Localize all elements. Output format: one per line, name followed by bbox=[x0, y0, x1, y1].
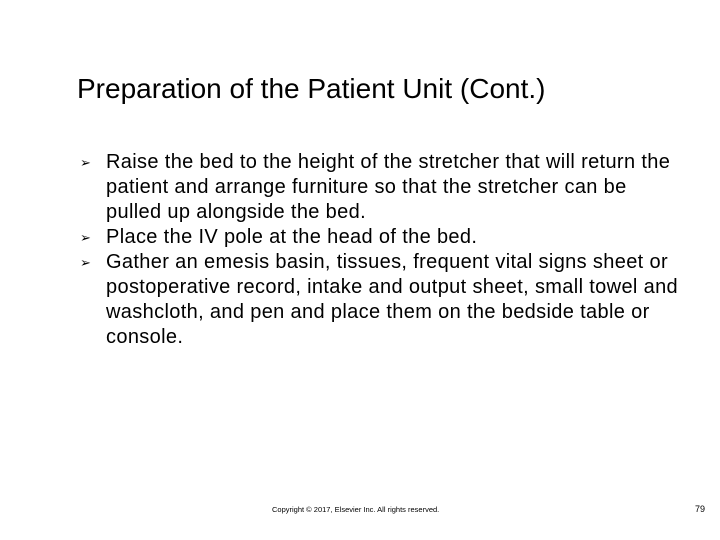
bullet-item-raise-bed bbox=[78, 150, 698, 225]
arrowhead-bullet-icon: ➢ bbox=[80, 155, 92, 170]
bullet-item-gather-supplies bbox=[78, 250, 698, 350]
bullet-text: Place the IV pole at the head of the bed. bbox=[106, 226, 478, 248]
bullet-text: Gather an emesis basin, tissues, frequent vital signs sheet or postoperative record, intake and output sheet, small towel and washcloth, and pen and place them on the bedside table or console. bbox=[106, 251, 679, 348]
bullet-text: Raise the bed to the height of the stretcher that will return the patient and arrange furniture so that the stretcher can be pulled up alongside the bed. bbox=[106, 151, 671, 223]
arrowhead-bullet-icon: ➢ bbox=[80, 230, 92, 245]
bullet-list bbox=[78, 150, 698, 350]
bullet-item-iv-pole bbox=[78, 225, 698, 250]
copyright-footer: Copyright © 2017, Elsevier Inc. All rights reserved. bbox=[272, 505, 440, 514]
page-number: 79 bbox=[694, 504, 705, 514]
arrowhead-bullet-icon: ➢ bbox=[80, 255, 92, 270]
slide-title: Preparation of the Patient Unit (Cont.) bbox=[77, 72, 546, 104]
